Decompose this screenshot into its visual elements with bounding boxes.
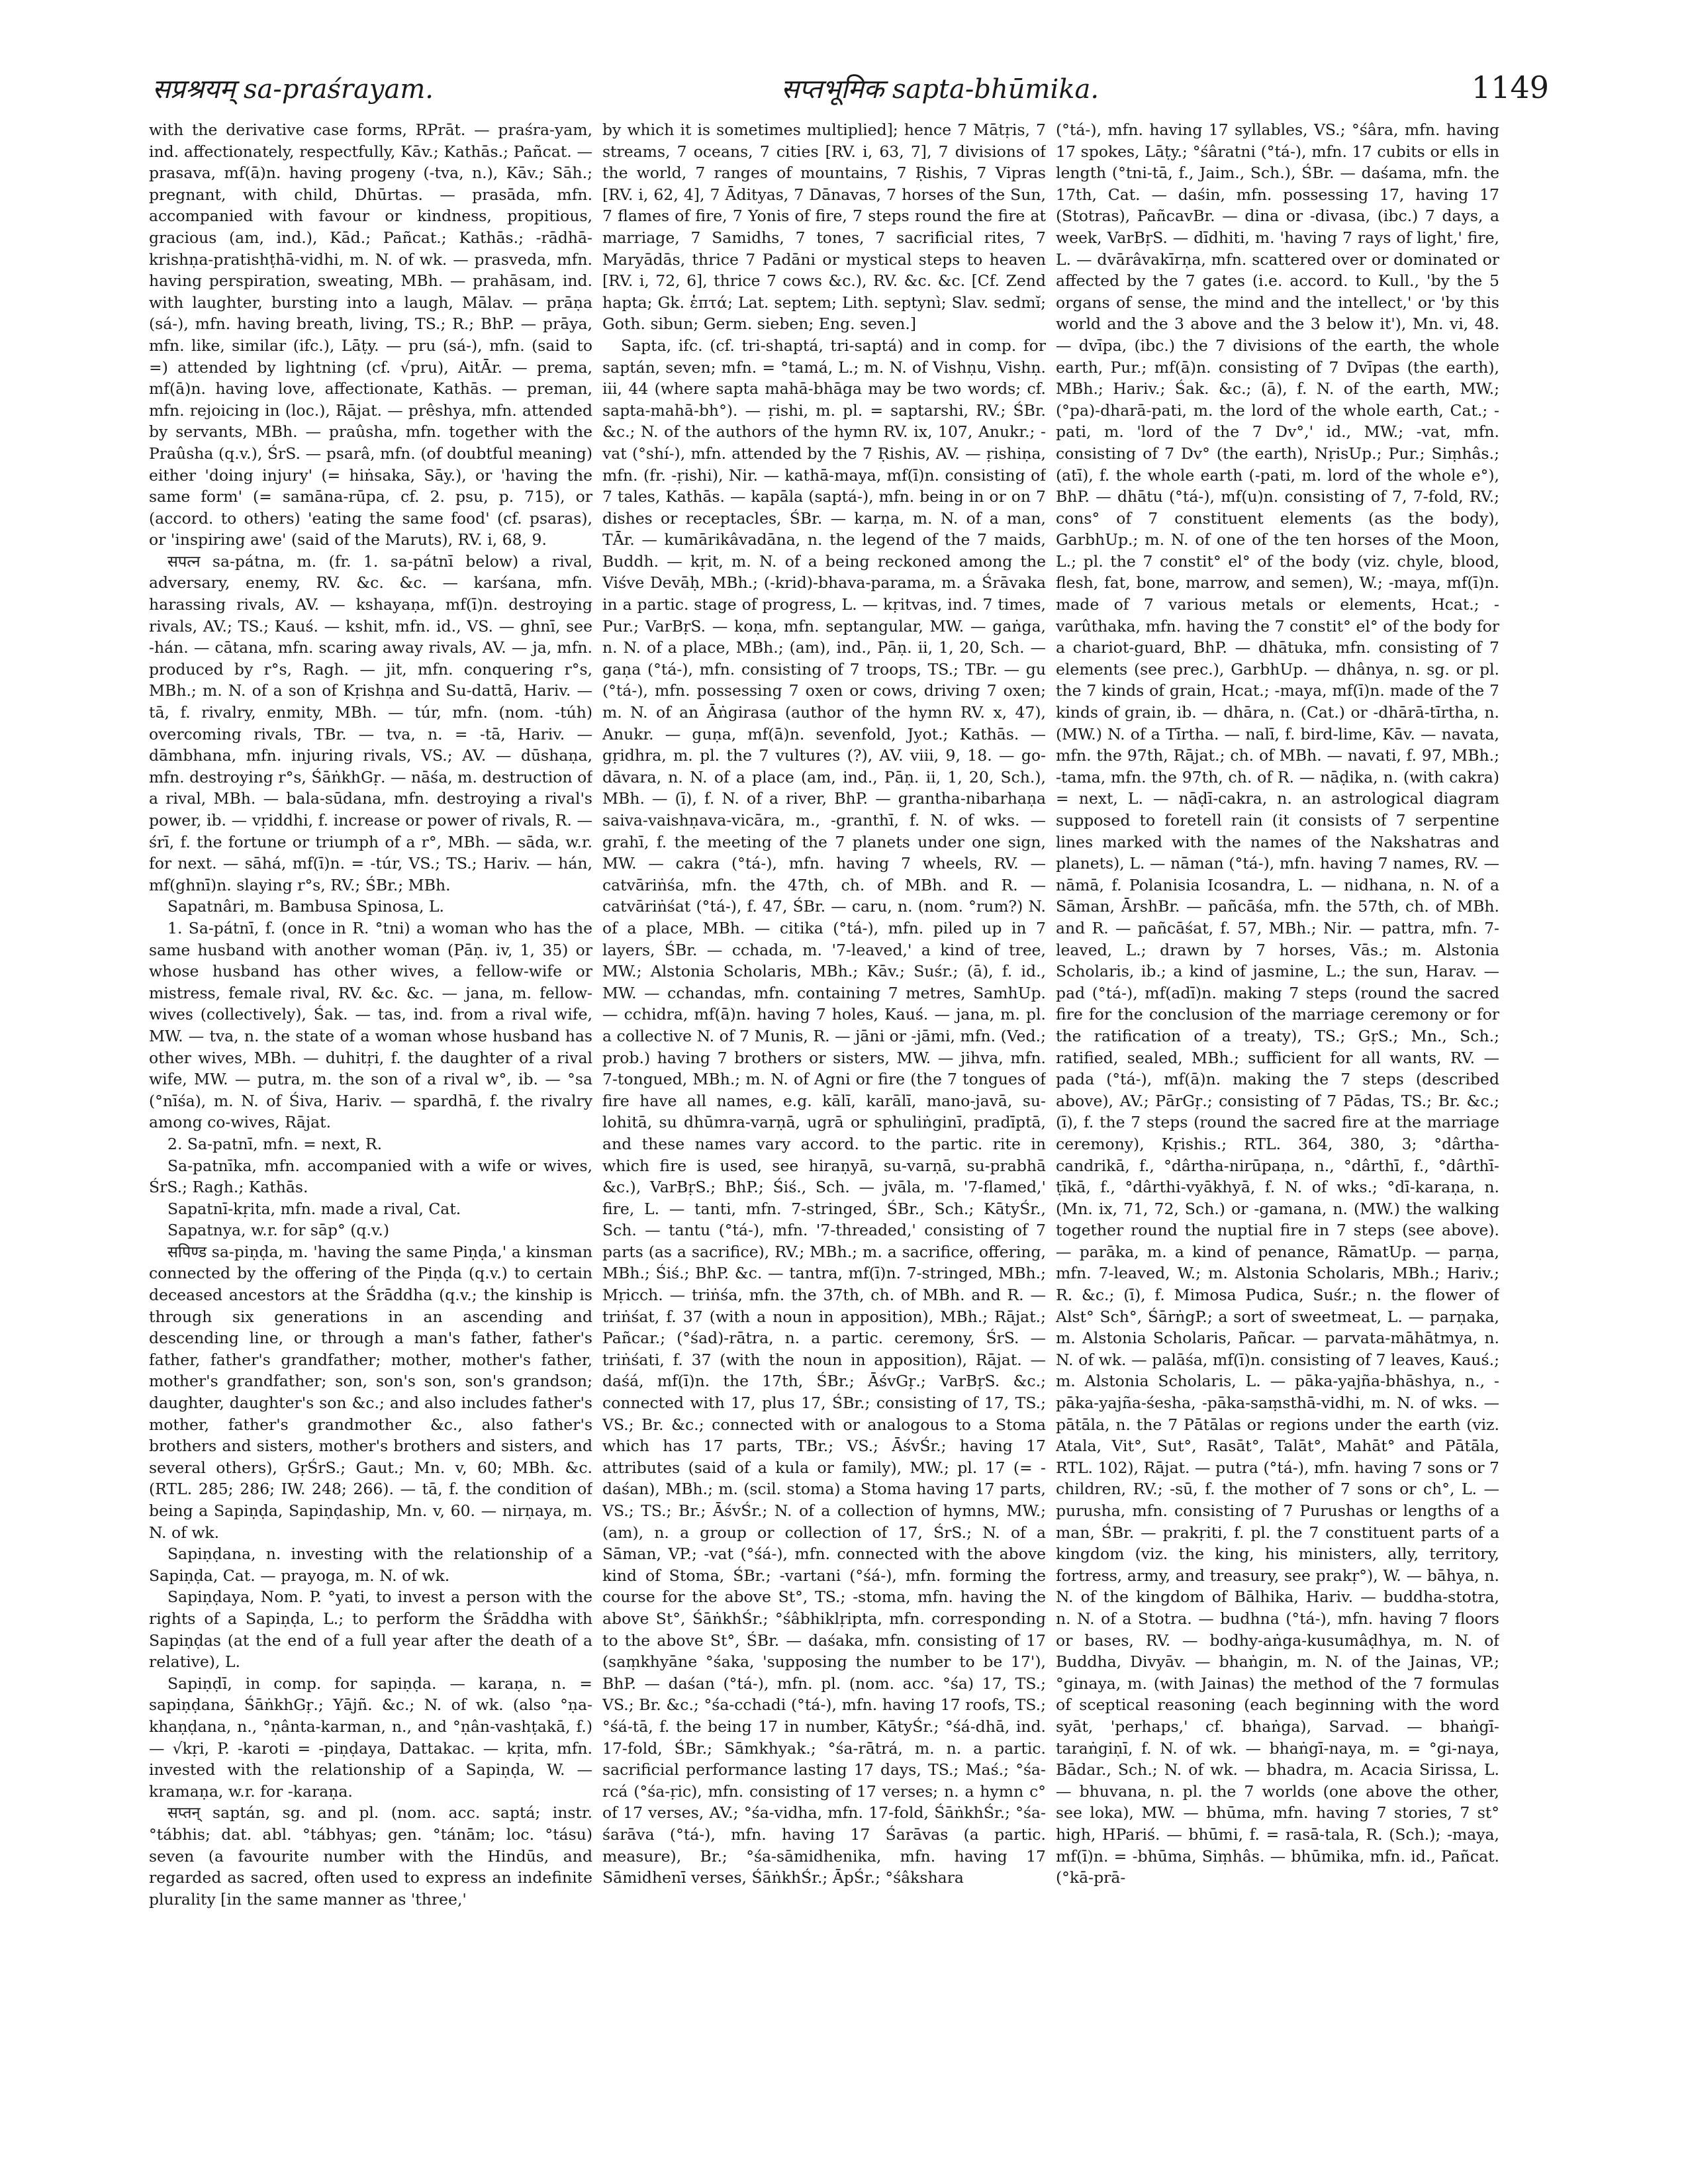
header-center-guideword: सप्तभूमिक sapta-bhūmika. [781, 74, 1100, 105]
dictionary-entry: 1. Sa-pátnī, f. (once in R. °tni) a woman who has the same husband with another woman (Pāṇ. iv, 1, 35) or whose husband has other wives, a fellow-wife or mistress, female rival, RV. &c. &c. — jana, m. fellow-wives (collectively), Śak. — tas, ind. from a rival wife, MW. — tva, n. the state of a woman whose husband has other wives, MBh. — duhitṛi, f. the daughter of a rival wife, MW. — putra, m. the son of a rival w°, ib. — °sa (°nīśa), m. N. of Śiva, Hariv. — spardhā, f. the rivalry among co-wives, Rājat. [149, 918, 592, 1132]
dictionary-entry: Sapiṇḍana, n. investing with the relationship of a Sapiṇḍa, Cat. — prayoga, m. N. of wk. [149, 1544, 592, 1585]
dictionary-entry: Sapiṇḍī, in comp. for sapiṇḍa. — karaṇa, n. = sapiṇḍana, ŚāṅkhGṛ.; Yājñ. &c.; N. of wk. (also °ṇa-khaṇḍana, n., °ṇânta-karman, n., and °ṇân-vashṭakā, f.) — √kṛi, P. -karoti = -piṇḍaya, Dattakac. — kṛita, mfn. invested with the relationship of a Sapiṇḍa, W. — kramaṇa, w.r. for -karaṇa. [149, 1674, 592, 1801]
dictionary-entry: Sapiṇḍaya, Nom. P. °yati, to invest a person with the rights of a Sapiṇḍa, L.; to perform the Śrāddha with Sapiṇḍas (at the end of a full year after the death of a relative), L. [149, 1588, 592, 1672]
dictionary-entry: with the derivative case forms, RPrāt. — praśra-yam, ind. affectionately, respectfully, Kāv.; Kathās.; Pañcat. — prasava, mf(ā)n. having progeny (-tva, n.), Kāv.; Sāh.; pregnant, with child, Dhūrtas. — prasāda, mfn. accompanied with favour or kindness, propitious, gracious (am, ind.), Kād.; Pañcat.; Kathās.; -rādhā-krishṇa-pratishṭhā-vidhi, m. N. of wk. — prasveda, mfn. having perspiration, sweating, MBh. — prahāsam, ind. with laughter, bursting into a laugh, Mālav. — prāṇa (sá-), mfn. having breath, living, TS.; R.; BhP. — prāya, mfn. like, similar (ifc.), Lāṭy. — pru (sá-), mfn. (said to =) attended by lightning (cf. √pru), AitĀr. — prema, mf(ā)n. having love, affectionate, Kathās. — preman, mfn. rejoicing in (loc.), Rājat. — prêshya, mfn. attended by servants, MBh. — praûsha, mfn. together with the Praûsha (q.v.), ŚrS. — psarâ, mfn. (of doubtful meaning) either 'doing injury' (= hiṅsaka, Sāy.), or 'having the same form' (= samāna-rūpa, cf. 2. psu, p. 715), or (accord. to others) 'eating the same food' (cf. psaras), or 'inspiring awe' (said of the Maruts), RV. i, 68, 9. [149, 120, 592, 549]
dictionary-entry: Sapta, ifc. (cf. tri-shaptá, tri-saptá) and in comp. for saptán, seven; mfn. = °tamá, L.; m. N. of Vishṇu, Vishṇ. iii, 44 (where sapta mahā-bhāga may be two words; cf. sapta-mahā-bh°). — ṛishi, m. pl. = saptarshi, RV.; ŚBr. &c.; N. of the authors of the hymn RV. ix, 107, Anukr.; -vat (°shí-), mfn. attended by the 7 Ṛishis, AV. — ṛishiṇa, mfn. (fr. -ṛishi), Nir. — kathā-maya, mf(ī)n. consisting of 7 tales, Kathās. — kapāla (saptá-), mfn. being in or on 7 dishes or receptacles, ŚBr. — karṇa, m. N. of a man, TĀr. — kumārikâvadāna, n. the legend of the 7 maids, Buddh. — kṛit, m. N. of a being reckoned among the Viśve Devāḥ, MBh.; (-krid)-bhava-parama, m. a Śrāvaka in a partic. stage of progress, L. — kṛitvas, ind. 7 times, Pur.; VarBṛS. — koṇa, mfn. septangular, MW. — gaṅga, n. N. of a place, MBh.; (am), ind., Pāṇ. ii, 1, 20, Sch. — gaṇa (°tá-), mfn. consisting of 7 troops, TS.; TBr. — gu (°tá-), mfn. possessing 7 oxen or cows, driving 7 oxen; m. N. of an Āṅgirasa (author of the hymn RV. x, 47), Anukr. — guṇa, mf(ā)n. sevenfold, Jyot.; Kathās. — gṛidhra, m. pl. the 7 vultures (?), AV. viii, 9, 18. — go-dāvara, n. N. of a place (am, ind., Pāṇ. ii, 1, 20, Sch.), MBh. — (ī), f. N. of a river, BhP. — grantha-nibarhaṇa saiva-vaishṇava-vicāra, m., -granthī, f. N. of wks. — grahī, f. the meeting of the 7 planets under one sign, MW. — cakra (°tá-), mfn. having 7 wheels, RV. — catvāriṅśa, mfn. the 47th, ch. of MBh. and R. — catvāriṅśat (°tá-), f. 47, ŚBr. — caru, n. (nom. °rum?) N. of a place, MBh. — citika (°tá-), mfn. piled up in 7 layers, ŚBr. — cchada, m. '7-leaved,' a kind of tree, MW.; Alstonia Scholaris, MBh.; Kāv.; Suśr.; (ā), f. id., MW. — cchandas, mfn. containing 7 metres, SamhUp. — cchidra, mf(ā)n. having 7 holes, Kauś. — jana, m. pl. a collective N. of 7 Munis, R. — jāni or -jāmi, mfn. (Ved.; prob.) having 7 brothers or sisters, MW. — jihva, mfn. 7-tongued, MBh.; m. N. of Agni or fire (the 7 tongues of fire have all names, e.g. kālī, karālī, mano-javā, su-lohitā, su dhūmra-varṇā, ugrā or sphuliṅginī, pradīptā, and these names vary accord. to the partic. rite in which fire is used, see hiraṇyā, su-varṇā, su-prabhā &c.), VarBṛS.; BhP.; Śiś., Sch. — jvāla, m. '7-flamed,' fire, L. — tanti, mfn. 7-stringed, ŚBr., Sch.; KātyŚr., Sch. — tantu (°tá-), mfn. '7-threaded,' consisting of 7 parts (as a sacrifice), RV.; MBh.; m. a sacrifice, offering, MBh.; Śiś.; BhP. &c. — tantra, mf(ī)n. 7-stringed, MBh.; Mṛicch. — triṅśa, mfn. the 37th, ch. of MBh. and R. — triṅśat, f. 37 (with a noun in apposition), MBh.; Rājat.; Pañcar.; (°śad)-rātra, n. a partic. ceremony, ŚrS. — triṅśati, f. 37 (with the noun in apposition), Rājat. — daśá, mf(ī)n. the 17th, ŚBr.; ĀśvGṛ.; VarBṛS. &c.; connected with 17, plus 17, ŚBr.; consisting of 17, TS.; VS.; Br. &c.; connected with or analogous to a Stoma which has 17 parts, TBr.; VS.; ĀśvŚr.; having 17 attributes (said of a kula or family), MW.; pl. 17 (= -daśan), MBh.; m. (scil. stoma) a Stoma having 17 parts, VS.; TS.; Br.; ĀśvŚr.; N. of a collection of hymns, MW.; (am), n. a group or collection of 17, ŚrS.; N. of a Sāman, VP.; -vat (°śá-), mfn. connected with the above kind of Stoma, ŚBr.; -vartani (°śá-), mfn. forming the course for the above St°, TS.; -stoma, mfn. having the above St°, ŚāṅkhŚr.; °śâbhiklṛipta, mfn. corresponding to the above St°, ŚBr. — daśaka, mfn. consisting of 17 (saṃkhyāne °śaka, 'supposing the number to be 17'), BhP. — daśan (°tá-), mfn. pl. (nom. acc. °śa) 17, TS.; VS.; Br. &c.; °śa-cchadi (°tá-), mfn. having 17 roofs, TS.; °śá-tā, f. the being 17 in number, KātyŚr.; °śá-dhā, ind. 17-fold, ŚBr.; Sāmkhyak.; °śa-rātrá, m. n. a partic. sacrificial performance lasting 17 days, TS.; Maś.; °śa-rcá (°śa-ṛic), mfn. consisting of 17 verses; n. a hymn c° of 17 verses, AV.; °śa-vidha, mfn. 17-fold, ŚāṅkhŚr.; °śa-śarāva (°tá-), mfn. having 17 Śarāvas (a partic. measure), Br.; °śa-sāmidhenika, mfn. having 17 Sāmidhenī verses, ŚāṅkhŚr.; ĀpŚr.; °śâkshara [602, 336, 1046, 1887]
page-header [146, 70, 1549, 116]
column-2 [602, 119, 1046, 2145]
dictionary-entry: सपत्न sa-pátna, m. (fr. 1. sa-pátnī below) a rival, adversary, enemy, RV. &c. &c. — karśana, mfn. harassing rivals, AV. — kshayaṇa, mf(ī)n. destroying rivals, AV.; TS.; Kauś. — kshit, mfn. id., VS. — ghnī, see -hán. — cātana, mfn. scaring away rivals, AV. — ja, mfn. produced by r°s, Ragh. — jit, mfn. conquering r°s, MBh.; m. N. of a son of Kṛishṇa and Su-dattā, Hariv. — tā, f. rivalry, enmity, MBh. — túr, mfn. (nom. -túh) overcoming rivals, TBr. — tva, n. = -tā, Hariv. — dāmbhana, mfn. injuring rivals, VS.; AV. — dūshaṇa, mfn. destroying r°s, ŚāṅkhGṛ. — nāśa, m. destruction of a rival, MBh. — bala-sūdana, mfn. destroying a rival's power, ib. — vṛiddhi, f. increase or power of rivals, R. — śrī, f. the fortune or triumph of a r°, MBh. — sāda, w.r. for next. — sāhá, mf(ī)n. = -túr, VS.; TS.; Hariv. — hán, mf(ghnī)n. slaying r°s, RV.; ŚBr.; MBh. [149, 551, 592, 894]
column-3 [1056, 119, 1499, 2145]
dictionary-entry: Sapatnâri, m. Bambusa Spinosa, L. [167, 897, 444, 916]
column-1 [149, 119, 592, 2145]
header-left-guideword: सप्रश्रयम् sa-praśrayam. [152, 74, 434, 105]
dictionary-entry: सपिण्ड sa-piṇḍa, m. 'having the same Piṇḍa,' a kinsman connected by the offering of the Piṇḍa (q.v.) to certain deceased ancestors at the Śrāddha (q.v.; the kinship is through six generations in an ascending and descending line, or through a man's father, father's father, father's grandfather; mother, mother's father, mother's grandfather; son, son's son, son's grandson; daughter, daughter's son &c.; and also includes father's mother, father's grandmother &c., also father's brothers and sisters, mother's brothers and sisters, and several others), GṛŚrS.; Gaut.; Mn. v, 60; MBh. &c. (RTL. 285; 286; IW. 248; 266). — tā, f. the condition of being a Sapiṇḍa, Sapiṇḍaship, Mn. v, 60. — nirṇaya, m. N. of wk. [149, 1242, 592, 1542]
dictionary-entry: 2. Sa-patnī, mfn. = next, R. [167, 1134, 383, 1153]
dictionary-entry: Sapatnya, w.r. for sāp° (q.v.) [167, 1221, 390, 1240]
dictionary-entry: (°tá-), mfn. having 17 syllables, VS.; °śâra, mfn. having 17 spokes, Lāṭy.; °śâratni (°tá-), mfn. 17 cubits or ells in length (°tni-tā, f., Jaim., Sch.), ŚBr. — daśama, mfn. the 17th, Cat. — daśin, mfn. possessing 17, having 17 (Stotras), PañcavBr. — dina or -divasa, (ibc.) 7 days, a week, VarBṛS. — dīdhiti, m. 'having 7 rays of light,' fire, L. — dvārâvakīrṇa, mfn. scattered over or dominated or affected by the 7 gates (i.e. accord. to Kull., 'by the 5 organs of sense, the mind and the intellect,' or 'by this world and the 3 above and the 3 below it'), Mn. vi, 48. — dvīpa, (ibc.) the 7 divisions of the earth, the whole earth, Pur.; mf(ā)n. consisting of 7 Dvīpas (the earth), MBh.; Hariv.; Śak. &c.; (ā), f. N. of the earth, MW.; (°pa)-dharā-pati, m. the lord of the whole earth, Cat.; -pati, m. 'lord of the 7 Dv°,' id., MW.; -vat, mfn. consisting of 7 Dv° (the earth), NṛisUp.; Pur.; Siṃhâs.; (atī), f. the whole earth (-pati, m. lord of the whole e°), BhP. — dhātu (°tá-), mf(u)n. consisting of 7, 7-fold, RV.; cons° of 7 constituent elements (as the body), GarbhUp.; m. N. of one of the ten horses of the Moon, L.; pl. the 7 constit° el° of the body (viz. chyle, blood, flesh, fat, bone, marrow, and semen), W.; -maya, mf(ī)n. made of 7 various metals or elements, Hcat.; -varûthaka, mfn. having the 7 constit° el° of the body for a chariot-guard, BhP. — dhātuka, mfn. consisting of 7 elements (see prec.), GarbhUp. — dhânya, n. sg. or pl. the 7 kinds of grain, Hcat.; -maya, mf(ī)n. made of the 7 kinds of grain, ib. — dhāra, n. (Cat.) or -dhārā-tīrtha, n. (MW.) N. of a Tīrtha. — nalī, f. bird-lime, Kāv. — navata, mfn. the 97th, Rājat.; ch. of MBh. — navati, f. 97, MBh.; -tama, mfn. the 97th, ch. of R. — nāḍika, n. (with cakra) = next, L. — nāḍī-cakra, n. an astrological diagram supposed to foretell rain (it consists of 7 serpentine lines marked with the names of the Nakshatras and planets), L. — nāman (°tá-), mfn. having 7 names, RV. — nāmā, f. Polanisia Icosandra, L. — nidhana, n. N. of a Sāman, ĀrshBr. — pañcāśa, mfn. the 57th, ch. of MBh. and R. — pañcāśat, f. 57, MBh.; Nir. — pattra, mfn. 7-leaved, L.; drawn by 7 horses, Vās.; m. Alstonia Scholaris, ib.; a kind of jasmine, L.; the sun, Harav. — pad (°tá-), mf(adī)n. making 7 steps (round the sacred fire for the conclusion of the marriage ceremony or for the ratification of a treaty), TS.; GṛS.; Mn., Sch.; ratified, sealed, MBh.; sufficient for all wants, RV. — pada (°tá-), mf(ā)n. making the 7 steps (described above), AV.; PārGṛ.; consisting of 7 Pādas, TS.; Br. &c.; (ī), f. the 7 steps (round the sacred fire at the marriage ceremony), Kṛishis.; RTL. 364, 380, 3; °dârtha-candrikā, f., °dârtha-nirūpaṇa, n., °dârthī, f., °dârthī-ṭīkā, f., °dârthi-vyākhyā, f. N. of wks.; °dī-karaṇa, n. (Mn. ix, 71, 72, Sch.) or -gamana, n. (MW.) the walking together round the nuptial fire in 7 steps (see above). — parāka, m. a kind of penance, RāmatUp. — parṇa, mfn. 7-leaved, W.; m. Alstonia Scholaris, MBh.; Hariv.; R. &c.; (ī), f. Mimosa Pudica, Suśr.; n. the flower of Alst° Sch°, ŚārṅgP.; a sort of sweetmeat, L. — parṇaka, m. Alstonia Scholaris, Pañcar. — parvata-māhātmya, n. N. of wk. — palāśa, mf(ī)n. consisting of 7 leaves, Kauś.; m. Alstonia Scholaris, L. — pāka-yajña-bhāshya, n., -pāka-yajña-śesha, -pāka-saṃsthā-vidhi, m. N. of wks. — pātāla, n. the 7 Pātālas or regions under the earth (viz. Atala, Vit°, Sut°, Rasāt°, Talāt°, Mahāt° and Pātāla, RTL. 102), Rājat. — putra (°tá-), mfn. having 7 sons or 7 children, RV.; -sū, f. the mother of 7 sons or ch°, L. — purusha, mfn. consisting of 7 Purushas or lengths of a man, ŚBr. — prakṛiti, f. pl. the 7 constituent parts of a kingdom (viz. the king, his ministers, ally, territory, fortress, army, and treasury, see prakṛ°), W. — bāhya, n. N. of the kingdom of Bālhika, Hariv. — buddha-stotra, n. N. of a Stotra. — budhna (°tá-), mfn. having 7 floors or bases, RV. — bodhy-aṅga-kusumâḍhya, m. N. of Buddha, Divyāv. — bhaṅgin, m. N. of the Jainas, VP.; °ginaya, m. (with Jainas) the method of the 7 formulas of sceptical reasoning (each beginning with the word syāt, 'perhaps,' cf. bhaṅga), Sarvad. — bhaṅgī-taraṅgiṇī, f. N. of wk. — bhaṅgī-naya, m. = °gi-naya, Bādar., Sch.; N. of wk. — bhadra, m. Acacia Sirissa, L. — bhuvana, n. pl. the 7 worlds (one above the other, see loka), MW. — bhūma, mfn. having 7 stories, 7 st° high, HPariś. — bhūmi, f. = rasā-tala, R. (Sch.); -maya, mf(ī)n. = -bhūma, Siṃhâs. — bhūmika, mfn. id., Pañcat. (°kā-prā- [1056, 120, 1499, 1887]
dictionary-entry: by which it is sometimes multiplied]; hence 7 Mātṛis, 7 streams, 7 oceans, 7 cities [RV. i, 63, 7], 7 divisions of the world, 7 ranges of mountains, 7 Ṛishis, 7 Vipras [RV. i, 62, 4], 7 Ādityas, 7 Dānavas, 7 horses of the Sun, 7 flames of fire, 7 Yonis of fire, 7 steps round the fire at marriage, 7 Samidhs, 7 tones, 7 sacrificial rites, 7 Maryādās, thrice 7 Padāni or mystical steps to heaven [RV. i, 72, 6], thrice 7 cows &c.), RV. &c. &c. [Cf. Zend hapta; Gk. ἑπτά; Lat. septem; Lith. septynì; Slav. sedmĭ; Goth. sibun; Germ. sieben; Eng. seven.] [602, 120, 1046, 334]
dictionary-entry: Sa-patnīka, mfn. accompanied with a wife or wives, ŚrS.; Ragh.; Kathās. [149, 1156, 592, 1197]
dictionary-entry: Sapatnī-kṛita, mfn. made a rival, Cat. [167, 1199, 461, 1218]
page-number: 1149 [1471, 70, 1549, 105]
dictionary-entry: सप्तन् saptán, sg. and pl. (nom. acc. saptá; instr. °tábhis; dat. abl. °tábhyas; gen. °tánām; loc. °tásu) seven (a favourite number with the Hindūs, and regarded as sacred, often used to express an indefinite plurality [in the same manner as 'three,' [149, 1803, 592, 1909]
